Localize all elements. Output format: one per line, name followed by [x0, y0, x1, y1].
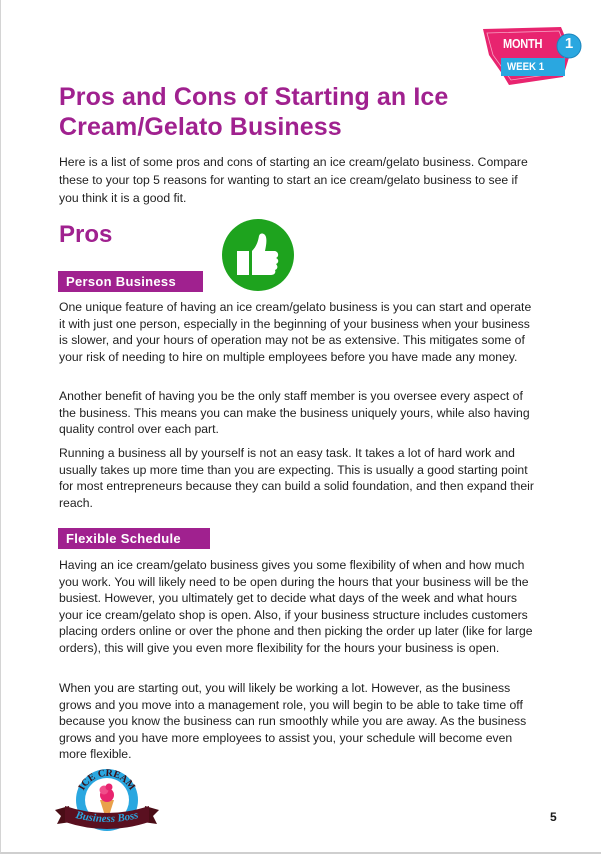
paragraph: Another benefit of having you be the only staff member is you oversee every aspect of the business. This means you can make the business uniquely yours, while also having quality control over each part. — [59, 389, 530, 436]
page-number: 5 — [550, 810, 557, 824]
intro-paragraph: Here is a list of some pros and cons of starting an ice cream/gelato business. Compare these to your top 5 reasons for wanting to start an ice cream/gelato business to see if you think it is a good fit. — [59, 155, 528, 205]
month-week-badge — [479, 25, 589, 85]
paragraph: When you are starting out, you will likely be working a lot. However, as the business grows and you move into a management role, you will begin to be able to take time off because you know the business can run smoothly while you are away. As the business grows and you have more employees to assist you, your schedule will become even more flexible. — [59, 681, 527, 761]
logo-banner-text: Business Boss — [74, 809, 140, 826]
logo-top-text: ICE CREAM — [76, 767, 138, 793]
month-number: 1 — [564, 35, 574, 52]
section-label-flexible-schedule: Flexible Schedule — [58, 528, 210, 549]
week-label: WEEK 1 — [507, 61, 545, 73]
badge-ribbon-graphic — [479, 25, 589, 85]
paragraph: Running a business all by yourself is not an easy task. It takes a lot of hard work and usually takes up more time than you are expecting. This is usually a good starting point for most entrepreneurs because they can build a solid foundation, and then expand their reach. — [59, 446, 534, 510]
section-label-person-business: Person Business — [58, 271, 203, 292]
pros-heading: Pros — [59, 221, 113, 248]
paragraph: Having an ice cream/gelato business gives you some flexibility of when and how much you work. You will likely need to be open during the hours that your business will be the busiest. However, you ultimately get to decide what days of the week and what hours your ice cream/gelato shop is open. Also, if your business structure includes customers placing orders online or over the phone and then picking the order up later (like for large orders), this will give you even more flexibility for the hours your business is open. — [59, 558, 533, 655]
page-title: Pros and Cons of Starting an Ice Cream/Gelato Business — [59, 83, 449, 141]
month-label: MONTH — [503, 36, 543, 51]
paragraph: One unique feature of having an ice cream/gelato business is you can start and operate it with just one person, especially in the beginning of your business when your business is slower, and your hours of operation may not be as extensive. This mitigates some of your risk of needing to hire on multiple employees before you have made any money. — [59, 300, 532, 364]
ice-cream-business-boss-logo — [51, 766, 163, 838]
thumbs-up-icon — [221, 218, 295, 292]
